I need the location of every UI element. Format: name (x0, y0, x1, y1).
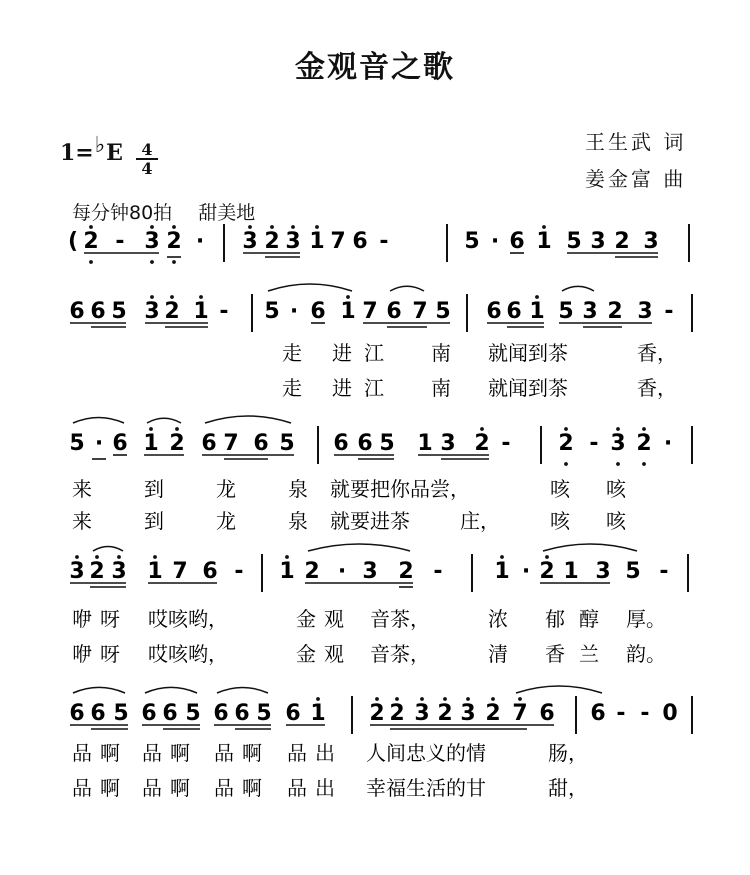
octave-dot-low (89, 260, 93, 264)
note: 6 (386, 299, 402, 324)
note: 6 (509, 229, 525, 254)
slur (543, 544, 637, 551)
note-1-high: 1 (193, 299, 209, 324)
note: 2 (369, 701, 385, 726)
note: 7 (512, 701, 528, 726)
note: 2 (474, 431, 490, 456)
octave-dot-high (642, 427, 646, 431)
dash-extension: - (501, 431, 511, 456)
octave-dot-high (480, 427, 484, 431)
lyric-text: 浓 (488, 607, 508, 631)
lyric-text: 咿呀 (72, 607, 128, 631)
note: 5 (558, 299, 574, 324)
note: 7 (330, 229, 346, 254)
lyric-text: 来 (72, 509, 92, 533)
lyric-text: 品啊 (142, 741, 198, 765)
slur (516, 686, 602, 693)
augmentation-dot: · (337, 559, 347, 584)
octave-dot-high (150, 225, 154, 229)
key-letter: E (106, 140, 123, 166)
note: 2 (169, 431, 185, 456)
time-signature-denominator: 4 (141, 159, 153, 178)
octave-dot-high (248, 225, 252, 229)
octave-dot-high (500, 555, 504, 559)
expression-mood: 甜美地 (198, 202, 256, 224)
note: 6 (162, 701, 178, 726)
note: 3 (362, 559, 378, 584)
note: 2 (164, 299, 180, 324)
note: 5 (111, 299, 127, 324)
dash-extension: - (379, 229, 389, 254)
note: 6 (590, 701, 606, 726)
lyric-text: 南 (431, 376, 451, 400)
note: 3 (582, 299, 598, 324)
lyric-text: 厚。 (626, 607, 666, 631)
octave-dot-high (117, 555, 121, 559)
note: 7 (412, 299, 428, 324)
lyric-text: 甜， (548, 776, 588, 800)
octave-dot-high (95, 555, 99, 559)
note: 6 (69, 701, 85, 726)
note-1-high: 1 (309, 229, 325, 254)
note: ( (67, 229, 79, 254)
octave-dot-high (616, 427, 620, 431)
note: 6 (213, 701, 229, 726)
note-1-high: 1 (143, 431, 159, 456)
lyric-text: 品啊 (214, 776, 270, 800)
note: 6 (234, 701, 250, 726)
lyric-text: 就闻到茶 (488, 341, 568, 365)
lyric-text: 咳 (606, 509, 626, 533)
note: 6 (112, 431, 128, 456)
note: 2 (264, 229, 280, 254)
note: 3 (69, 559, 85, 584)
note-1-high: 1 (536, 229, 552, 254)
augmentation-dot: · (289, 299, 299, 324)
lyric-text: 咿呀 (72, 642, 128, 666)
augmentation-dot: · (490, 229, 500, 254)
augmentation-dot: · (663, 431, 673, 456)
note: 3 (610, 431, 626, 456)
song-title: 金观音之歌 (295, 50, 455, 85)
note: 2 (389, 701, 405, 726)
note: 3 (590, 229, 606, 254)
slur (73, 687, 125, 693)
note: 5 (264, 299, 280, 324)
octave-dot-low (172, 260, 176, 264)
lyric-text: 清 (488, 642, 508, 666)
note: 3 (285, 229, 301, 254)
note: 6 (90, 701, 106, 726)
augmentation-dot: · (195, 229, 205, 254)
note: 7 (362, 299, 378, 324)
note: 5 (566, 229, 582, 254)
octave-dot-low (150, 260, 154, 264)
composer-credit: 姜金富 曲 (585, 167, 687, 191)
octave-dot-high (153, 555, 157, 559)
note: 2 (437, 701, 453, 726)
note: 3 (643, 229, 659, 254)
lyric-text: 进江 (332, 341, 396, 365)
slur (205, 416, 291, 423)
note-1-high: 1 (529, 299, 545, 324)
note: 7 (172, 559, 188, 584)
note: 3 (637, 299, 653, 324)
lyric-text: 品出 (287, 776, 343, 800)
lyric-text: 幸福生活的甘 (366, 776, 486, 800)
lyric-text: 韵。 (626, 642, 666, 666)
lyric-text: 肠， (548, 741, 588, 765)
dash-extension: - (433, 559, 443, 584)
slur (390, 286, 424, 291)
lyric-text: 哎咳哟， (148, 607, 228, 631)
octave-dot-high (564, 427, 568, 431)
note: 6 (310, 299, 326, 324)
augmentation-dot: · (521, 559, 531, 584)
note: 3 (460, 701, 476, 726)
time-signature-numerator: 4 (136, 141, 158, 160)
lyric-text: 就闻到茶 (488, 376, 568, 400)
slur (217, 687, 268, 693)
octave-dot-high (375, 697, 379, 701)
note: 2 (166, 229, 182, 254)
note: 2 (398, 559, 414, 584)
slur (268, 284, 352, 291)
dash-extension: - (640, 701, 650, 726)
dash-extension: - (659, 559, 669, 584)
lyric-text: 咳 (550, 509, 570, 533)
note: 3 (242, 229, 258, 254)
octave-dot-high (316, 697, 320, 701)
slur (145, 687, 197, 693)
lyric-text: 咳 (606, 477, 626, 501)
octave-dot-high (420, 697, 424, 701)
note: 2 (558, 431, 574, 456)
octave-dot-high (291, 225, 295, 229)
slur (562, 286, 594, 291)
lyric-text: 到 (144, 509, 164, 533)
note: 5 (625, 559, 641, 584)
tempo-bpm: 每分钟80拍 (72, 202, 173, 224)
lyric-text: 品啊 (214, 741, 270, 765)
lyric-text: 到 (144, 477, 164, 501)
lyric-text: 庄， (460, 509, 500, 533)
octave-dot-high (150, 295, 154, 299)
dash-extension: - (219, 299, 229, 324)
octave-dot-high (75, 555, 79, 559)
note: 3 (414, 701, 430, 726)
octave-dot-high (170, 295, 174, 299)
octave-dot-high (315, 225, 319, 229)
lyric-text: 南 (431, 341, 451, 365)
slur (73, 417, 124, 423)
lyric-text: 金观 (296, 642, 352, 666)
lyric-text: 龙 (216, 477, 236, 501)
note: 2 (83, 229, 99, 254)
note: 6 (333, 431, 349, 456)
octave-dot-low (564, 462, 568, 466)
note: 6 (253, 431, 269, 456)
lyric-text: 就要进茶 (330, 509, 410, 533)
lyric-text: 音茶， (370, 642, 430, 666)
octave-dot-high (491, 697, 495, 701)
lyric-text: 金观 (296, 607, 352, 631)
lyric-text: 走 (282, 341, 302, 365)
dash-extension: - (616, 701, 626, 726)
note-1-high: 1 (563, 559, 579, 584)
note: 3 (111, 559, 127, 584)
note: 2 (89, 559, 105, 584)
lyric-text: 龙 (216, 509, 236, 533)
note: 0 (662, 701, 678, 726)
note-1-high: 1 (340, 299, 356, 324)
octave-dot-high (466, 697, 470, 701)
note: 5 (435, 299, 451, 324)
octave-dot-high (270, 225, 274, 229)
octave-dot-high (172, 225, 176, 229)
note: 1 (417, 431, 433, 456)
lyric-text: 人间忠义的情 (366, 741, 486, 765)
note: 5 (464, 229, 480, 254)
note: 6 (141, 701, 157, 726)
augmentation-dot: · (94, 431, 104, 456)
note-1-high: 1 (279, 559, 295, 584)
note: 5 (185, 701, 201, 726)
lyric-text: 香兰 (545, 642, 613, 666)
lyric-text: 香， (637, 376, 677, 400)
note: 6 (539, 701, 555, 726)
note: 2 (636, 431, 652, 456)
note: 6 (357, 431, 373, 456)
dash-extension: - (589, 431, 599, 456)
lyric-text: 进江 (332, 376, 396, 400)
lyricist-credit: 王生武 词 (585, 130, 687, 154)
lyric-text: 品出 (287, 741, 343, 765)
octave-dot-high (443, 697, 447, 701)
lyric-text: 音茶， (370, 607, 430, 631)
note: 2 (485, 701, 501, 726)
slur (308, 544, 410, 551)
key-prefix: 1= (60, 140, 94, 166)
note-1-high: 1 (494, 559, 510, 584)
note-1-high: 1 (147, 559, 163, 584)
note: 6 (486, 299, 502, 324)
lyric-text: 郁醇 (545, 607, 613, 631)
note: 6 (201, 431, 217, 456)
octave-dot-low (642, 462, 646, 466)
octave-dot-high (395, 697, 399, 701)
octave-dot-high (545, 555, 549, 559)
octave-dot-high (175, 427, 179, 431)
dash-extension: - (664, 299, 674, 324)
octave-dot-high (149, 427, 153, 431)
flat-symbol: ♭ (94, 132, 106, 158)
slur (147, 418, 181, 423)
lyric-text: 香， (637, 341, 677, 365)
lyric-text: 品啊 (72, 741, 128, 765)
note: 6 (352, 229, 368, 254)
note: 6 (506, 299, 522, 324)
octave-dot-high (285, 555, 289, 559)
note: 6 (69, 299, 85, 324)
note: 3 (595, 559, 611, 584)
octave-dot-high (542, 225, 546, 229)
lyric-text: 走 (282, 376, 302, 400)
lyric-text: 就要把你品尝， (330, 477, 470, 501)
note: 7 (223, 431, 239, 456)
octave-dot-high (89, 225, 93, 229)
note: 5 (279, 431, 295, 456)
lyric-text: 泉 (288, 509, 308, 533)
note: 6 (202, 559, 218, 584)
note: 6 (90, 299, 106, 324)
note: 2 (304, 559, 320, 584)
note: 5 (113, 701, 129, 726)
lyric-text: 来 (72, 477, 92, 501)
note: 2 (614, 229, 630, 254)
octave-dot-high (518, 697, 522, 701)
note: 3 (440, 431, 456, 456)
octave-dot-high (535, 295, 539, 299)
note: 5 (256, 701, 272, 726)
lyric-text: 品啊 (142, 776, 198, 800)
note: 3 (144, 299, 160, 324)
note: 2 (539, 559, 555, 584)
note: 3 (144, 229, 160, 254)
lyric-text: 泉 (288, 477, 308, 501)
octave-dot-high (199, 295, 203, 299)
note: 2 (607, 299, 623, 324)
note: 6 (285, 701, 301, 726)
slur (93, 547, 123, 552)
note: 5 (379, 431, 395, 456)
octave-dot-high (346, 295, 350, 299)
note-1-high: 1 (310, 701, 326, 726)
dash-extension: - (234, 559, 244, 584)
note: 5 (69, 431, 85, 456)
lyric-text: 哎咳哟， (148, 642, 228, 666)
dash-extension: - (115, 229, 125, 254)
lyric-text: 咳 (550, 477, 570, 501)
lyric-text: 品啊 (72, 776, 128, 800)
octave-dot-low (616, 462, 620, 466)
